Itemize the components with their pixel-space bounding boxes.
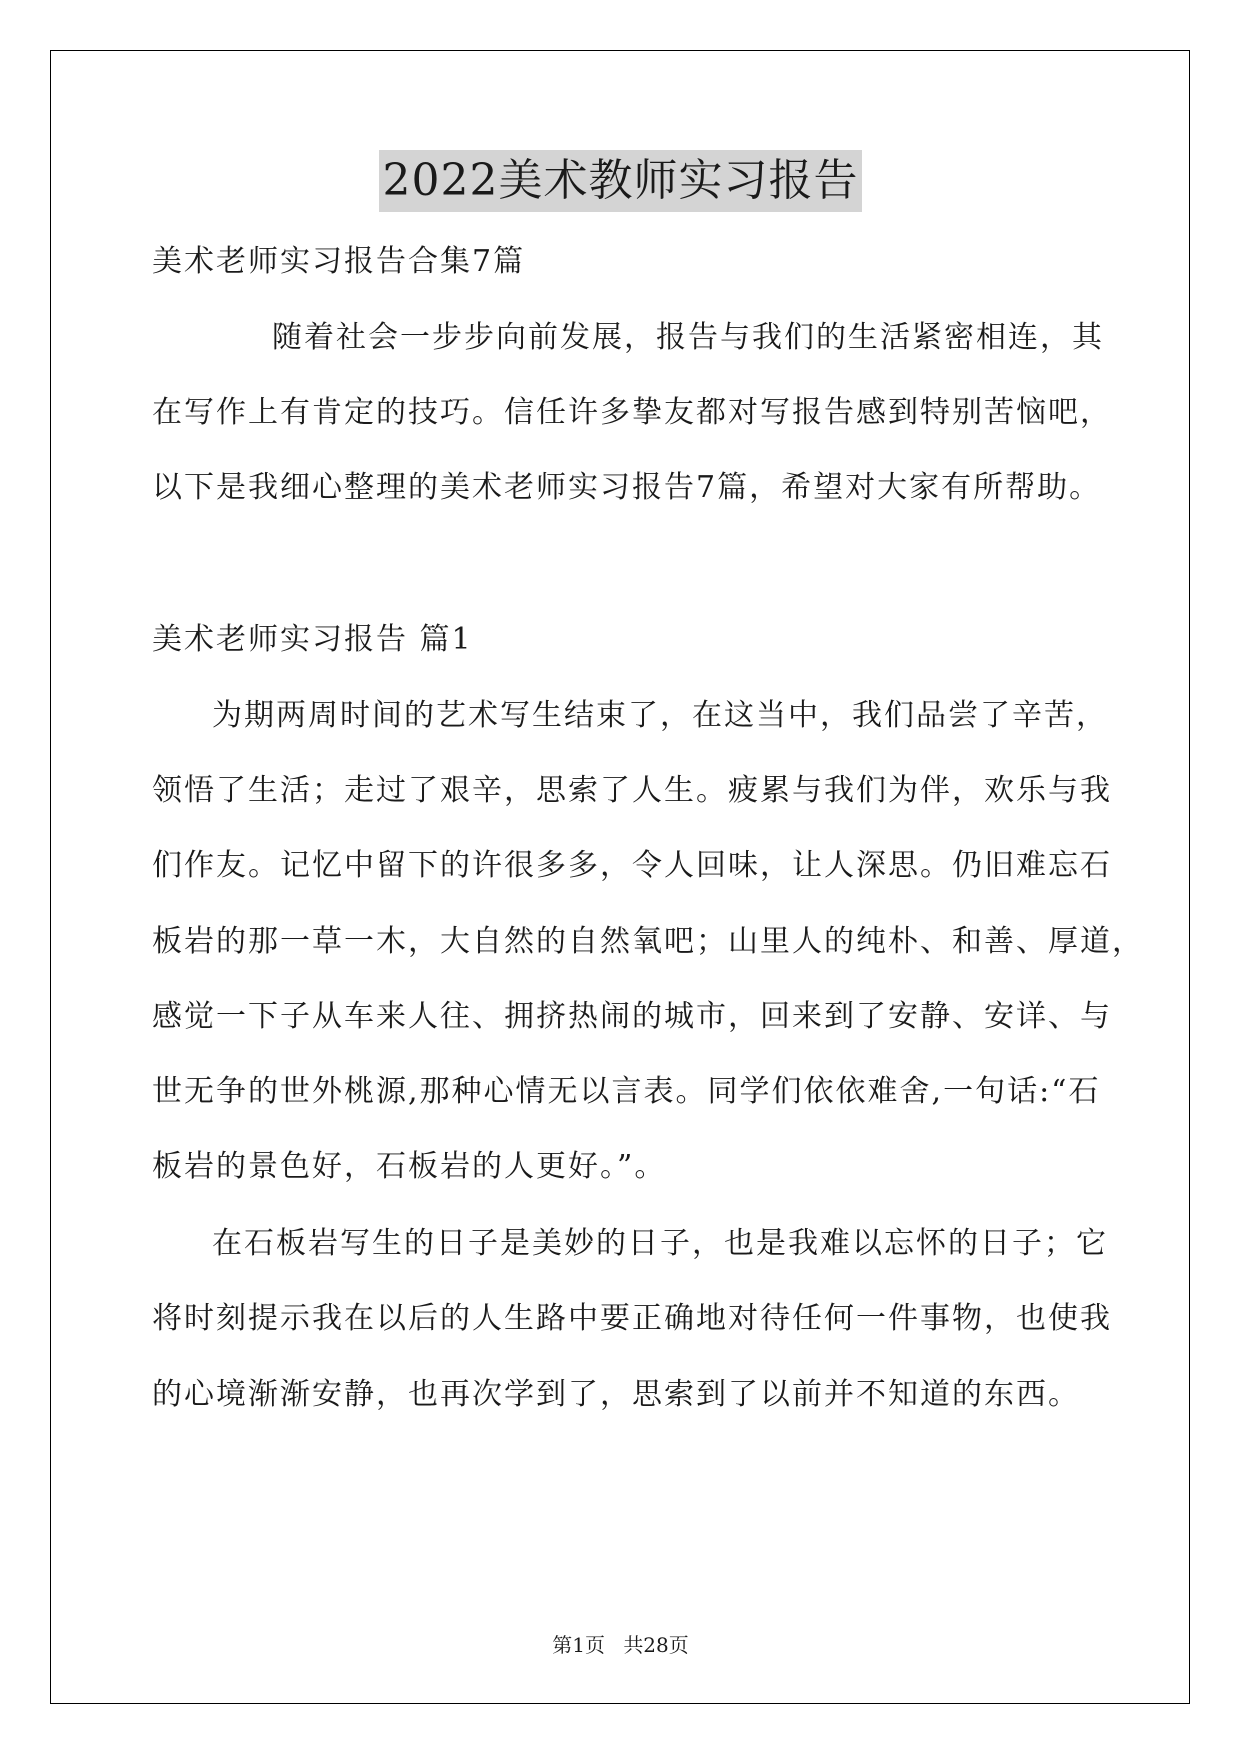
intro-line: 随着社会一步步向前发展，报告与我们的生活紧密相连，其 bbox=[272, 320, 1104, 355]
paragraph-line: 为期两周时间的艺术写生结束了，在这当中，我们品尝了辛苦， bbox=[212, 698, 1108, 733]
document-title: 2022美术教师实习报告 bbox=[379, 150, 863, 212]
paragraph-line: 领悟了生活；走过了艰辛，思索了人生。疲累与我们为伴，欢乐与我 bbox=[152, 773, 1112, 808]
paragraph-line: 板岩的那一草一木，大自然的自然氧吧；山里人的纯朴、和善、厚道， bbox=[152, 924, 1144, 959]
page-footer bbox=[0, 1632, 1241, 1658]
intro-line: 在写作上有肯定的技巧。信任许多挚友都对写报告感到特别苦恼吧， bbox=[152, 395, 1112, 430]
page-number: 第1页 bbox=[552, 1633, 605, 1657]
section-heading: 美术老师实习报告 篇1 bbox=[152, 622, 473, 657]
paragraph-line: 世无争的世外桃源,那种心情无以言表。同学们依依难舍,一句话:“石 bbox=[152, 1074, 1101, 1109]
document-subtitle: 美术老师实习报告合集7篇 bbox=[152, 244, 526, 279]
page-total: 共28页 bbox=[623, 1633, 689, 1657]
paragraph-line: 板岩的景色好，石板岩的人更好。”。 bbox=[152, 1149, 667, 1184]
paragraph-line: 在石板岩写生的日子是美妙的日子，也是我难以忘怀的日子；它 bbox=[212, 1226, 1108, 1261]
paragraph-line: 感觉一下子从车来人往、拥挤热闹的城市，回来到了安静、安详、与 bbox=[152, 999, 1112, 1034]
title-container bbox=[0, 150, 1241, 212]
intro-line: 以下是我细心整理的美术老师实习报告7篇，希望对大家有所帮助。 bbox=[152, 470, 1102, 505]
paragraph-line: 们作友。记忆中留下的许很多多，令人回味，让人深思。仍旧难忘石 bbox=[152, 848, 1112, 883]
paragraph-line: 将时刻提示我在以后的人生路中要正确地对待任何一件事物，也使我 bbox=[152, 1301, 1112, 1336]
paragraph-line: 的心境渐渐安静，也再次学到了，思索到了以前并不知道的东西。 bbox=[152, 1377, 1080, 1412]
